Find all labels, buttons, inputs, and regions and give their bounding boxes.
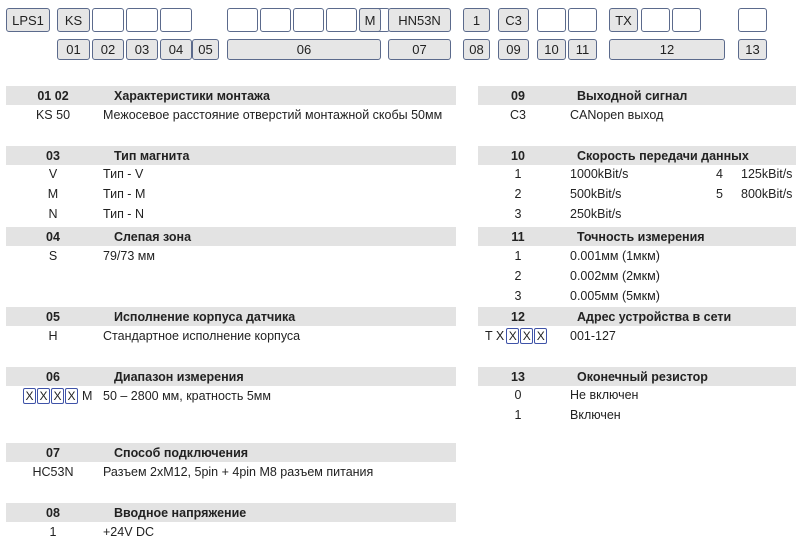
section-title: Тип магнита xyxy=(114,148,190,163)
code-box-terminator xyxy=(738,8,767,32)
option-code: 1 xyxy=(514,408,522,422)
code-box-output: C3 xyxy=(498,8,529,32)
code-box-address-1 xyxy=(641,8,670,32)
position-number: 01 xyxy=(57,39,90,60)
code-box-mount: KS xyxy=(57,8,90,32)
section-number: 01 02 xyxy=(37,88,69,103)
option-desc: 001-127 xyxy=(570,329,616,343)
option-code: 0 xyxy=(514,388,522,402)
code-box-address-2 xyxy=(672,8,701,32)
option-desc: 800kBit/s xyxy=(741,187,793,201)
option-desc: 79/73 мм xyxy=(103,249,155,263)
code-box-housing xyxy=(160,8,192,32)
section-title: Характеристики монтажа xyxy=(114,88,271,103)
section-header-network-address xyxy=(478,307,796,326)
option-desc: CANopen выход xyxy=(570,108,664,122)
position-number: 05 xyxy=(192,39,219,60)
code-box-connection: HN53N xyxy=(388,8,451,32)
option-code: S xyxy=(48,249,58,263)
code-box-address-prefix: TX xyxy=(609,8,638,32)
section-title: Адрес устройства в сети xyxy=(577,309,732,324)
section-header-supply-voltage xyxy=(6,503,456,522)
position-number: 06 xyxy=(227,39,381,60)
section-header-accuracy xyxy=(478,227,796,246)
section-number: 07 xyxy=(46,445,60,460)
option-code: 4 xyxy=(716,167,723,181)
option-desc: Включен xyxy=(570,408,621,422)
section-header-housing xyxy=(6,307,456,326)
option-code: M xyxy=(47,187,59,201)
option-desc: Разъем 2xM12, 5pin + 4pin M8 разъем питания xyxy=(103,465,374,479)
section-number: 09 xyxy=(511,88,525,103)
option-code: 1 xyxy=(49,525,57,539)
option-desc: Стандартное исполнение корпуса xyxy=(103,329,301,343)
code-box-range-3 xyxy=(293,8,324,32)
code-box-model: LPS1 xyxy=(6,8,50,32)
section-header-connection xyxy=(6,443,456,462)
code-box-blind-zone xyxy=(126,8,158,32)
section-number: 05 xyxy=(46,309,60,324)
option-desc: 125kBit/s xyxy=(741,167,793,181)
section-title: Оконечный резистор xyxy=(577,369,708,384)
section-title: Исполнение корпуса датчика xyxy=(114,309,296,324)
x-placeholder: X xyxy=(534,328,547,344)
position-number: 02 xyxy=(92,39,124,60)
x-placeholder: X xyxy=(51,388,64,404)
section-header-terminator xyxy=(478,367,796,386)
code-box-magnet xyxy=(92,8,124,32)
x-placeholder: X xyxy=(520,328,533,344)
option-code: N xyxy=(48,207,58,221)
code-box-baud xyxy=(537,8,566,32)
option-code: 1 xyxy=(514,167,522,181)
option-code: 2 xyxy=(514,269,522,283)
option-code: 2 xyxy=(514,187,522,201)
address-prefix: T X xyxy=(485,329,505,343)
code-box-range-2 xyxy=(260,8,291,32)
code-box-range-1 xyxy=(227,8,258,32)
section-number: 13 xyxy=(511,369,525,384)
section-title: Диапазон измерения xyxy=(114,369,244,384)
range-unit: M xyxy=(82,389,93,403)
section-number: 03 xyxy=(46,148,60,163)
range-code xyxy=(23,388,92,404)
address-code xyxy=(485,328,548,344)
option-code: KS 50 xyxy=(35,108,71,122)
position-number: 09 xyxy=(498,39,529,60)
option-desc: 250kBit/s xyxy=(570,207,622,221)
section-title: Точность измерения xyxy=(577,229,705,244)
section-number: 12 xyxy=(511,309,525,324)
position-number: 04 xyxy=(160,39,192,60)
section-header-baud-rate xyxy=(478,146,796,165)
section-number: 11 xyxy=(511,229,525,244)
option-code: HC53N xyxy=(32,465,74,479)
option-code: 3 xyxy=(514,289,522,303)
section-number: 10 xyxy=(511,148,525,163)
section-number: 08 xyxy=(46,505,60,520)
position-number: 13 xyxy=(738,39,767,60)
option-code: C3 xyxy=(510,108,526,122)
section-header-measuring-range xyxy=(6,367,456,386)
position-number: 10 xyxy=(537,39,566,60)
x-placeholder: X xyxy=(65,388,78,404)
x-placeholder: X xyxy=(506,328,519,344)
option-desc: Не включен xyxy=(570,388,639,402)
option-desc: 0.002мм (2мкм) xyxy=(570,269,660,283)
section-title: Выходной сигнал xyxy=(577,88,688,103)
option-desc: 50 – 2800 мм, кратность 5мм xyxy=(103,389,271,403)
code-box-range-4 xyxy=(326,8,357,32)
section-number: 04 xyxy=(46,229,60,244)
option-code: 3 xyxy=(514,207,522,221)
x-placeholder: X xyxy=(37,388,50,404)
position-number: 07 xyxy=(388,39,451,60)
option-desc: Тип - V xyxy=(103,167,144,181)
option-desc: 500kBit/s xyxy=(570,187,622,201)
section-title: Слепая зона xyxy=(114,229,192,244)
code-box-accuracy xyxy=(568,8,597,32)
code-box-range-unit: M xyxy=(359,8,381,32)
x-placeholder: X xyxy=(23,388,36,404)
section-title: Скорость передачи данных xyxy=(577,148,749,163)
option-desc: 1000kBit/s xyxy=(570,167,629,181)
option-code: H xyxy=(48,329,58,343)
section-title: Способ подключения xyxy=(114,445,249,460)
option-code: V xyxy=(48,167,58,181)
option-desc: 0.005мм (5мкм) xyxy=(570,289,660,303)
option-code: 5 xyxy=(716,187,723,201)
section-title: Вводное напряжение xyxy=(114,505,247,520)
section-header-magnet-type xyxy=(6,146,456,165)
option-desc: Межосевое расстояние отверстий монтажной скобы 50мм xyxy=(103,108,443,122)
position-number: 08 xyxy=(463,39,490,60)
section-number: 06 xyxy=(46,369,60,384)
option-desc: +24V DC xyxy=(103,525,155,539)
option-desc: Тип - N xyxy=(103,207,144,221)
position-number: 12 xyxy=(609,39,725,60)
section-header-mounting xyxy=(6,86,456,105)
position-number: 03 xyxy=(126,39,158,60)
position-number: 11 xyxy=(568,39,597,60)
option-desc: 0.001мм (1мкм) xyxy=(570,249,660,263)
section-header-blind-zone xyxy=(6,227,456,246)
code-box-voltage: 1 xyxy=(463,8,490,32)
section-header-output-signal xyxy=(478,86,796,105)
option-desc: Тип - M xyxy=(103,187,146,201)
option-code: 1 xyxy=(514,249,522,263)
